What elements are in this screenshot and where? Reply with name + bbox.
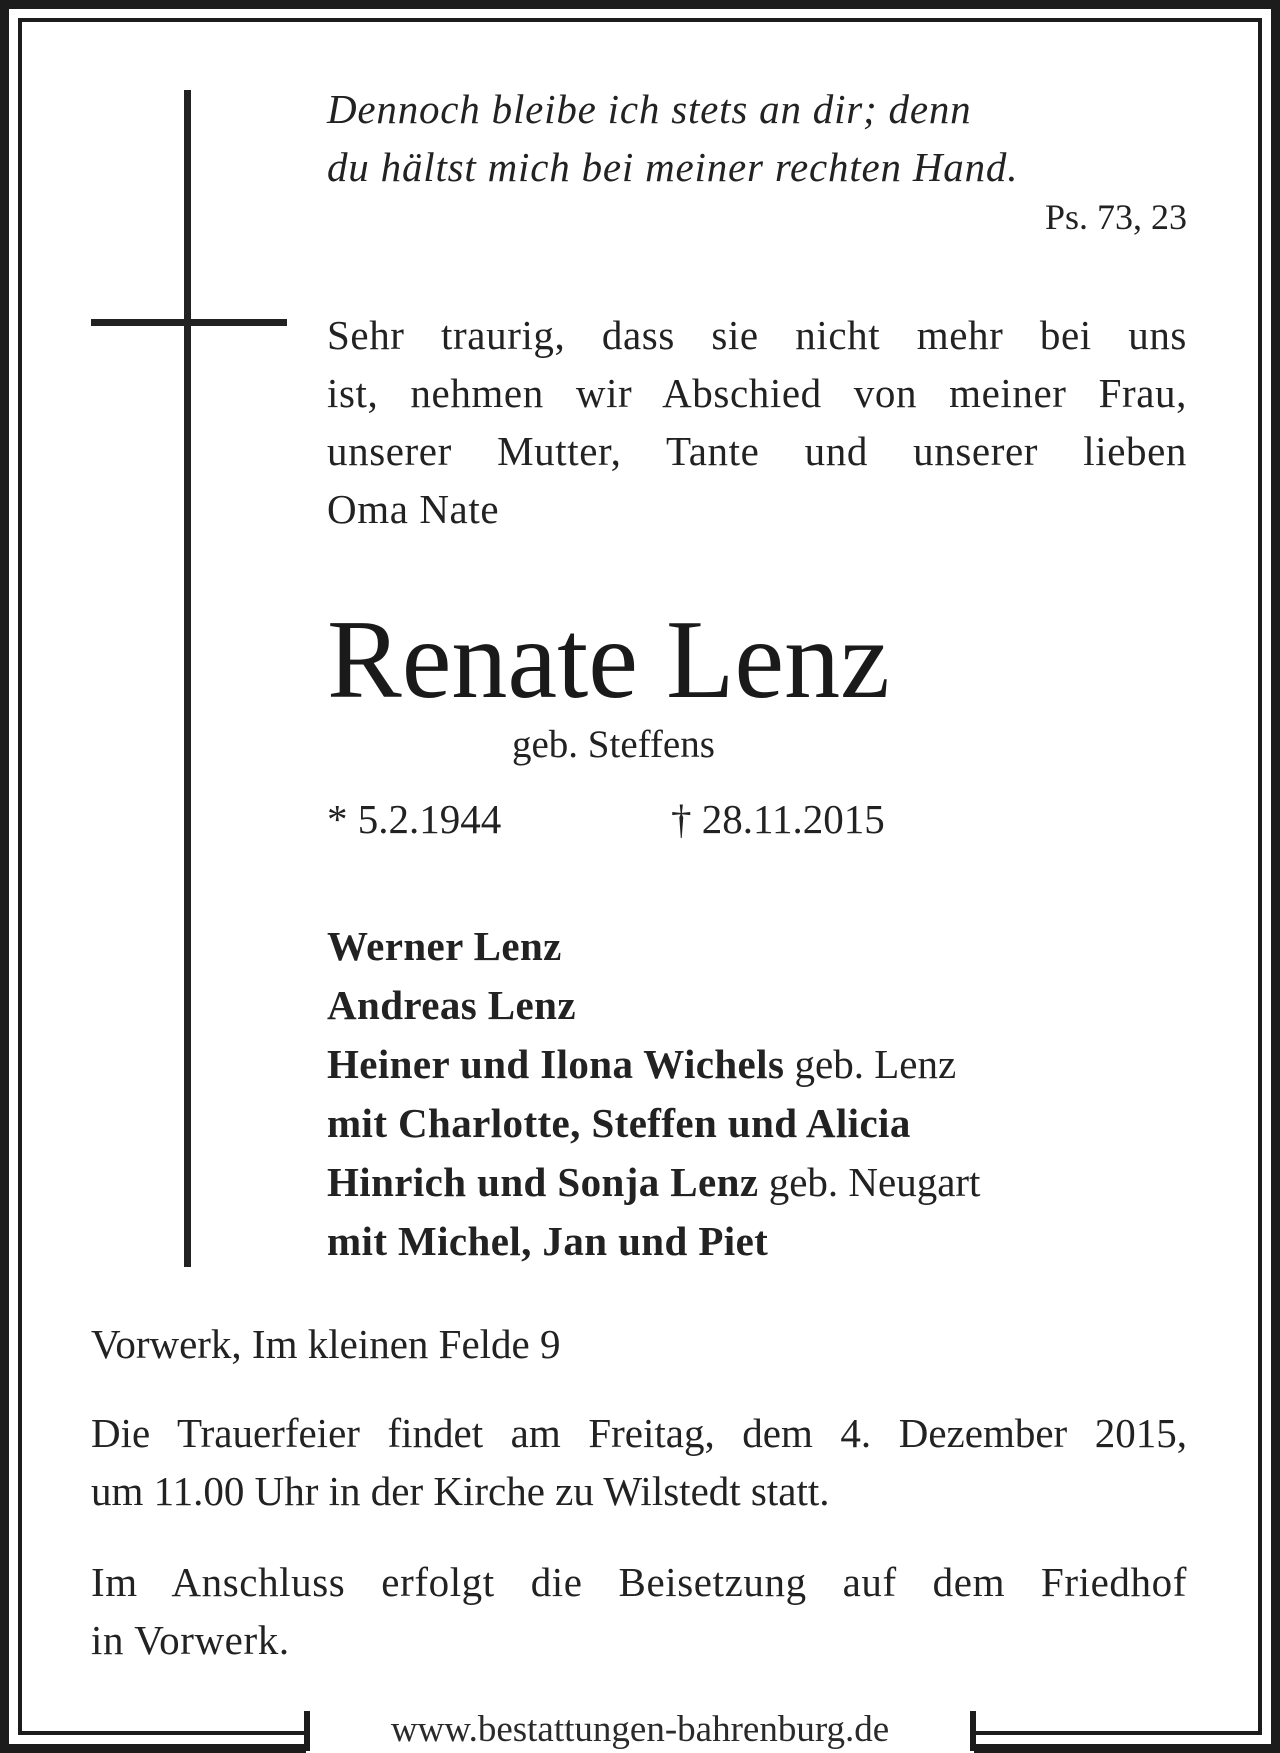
cross-icon-vertical-bar [184,90,191,1267]
mourner-name: mit Michel, Jan und Piet [327,1218,769,1264]
intro-line-4: Oma Nate [327,486,500,532]
intro-line-2: ist, nehmen wir Abschied von meiner Frau, [327,370,1187,416]
mourner-name: Heiner und Ilona Wichels [327,1041,785,1087]
mourner-item [327,976,1187,1035]
intro-text [327,306,1187,538]
mourner-name: Andreas Lenz [327,982,576,1028]
intro-line-1: Sehr traurig, dass sie nicht mehr bei uns [327,312,1187,358]
service-line-1: Die Trauerfeier findet am Freitag, dem 4. Dezember 2015, [91,1410,1187,1456]
birth-date: * 5.2.1944 [327,796,502,842]
mourners-list [327,917,1187,1271]
funeral-service-info [91,1404,1187,1520]
mourner-item [327,1153,1187,1212]
mourner-name: Hinrich und Sonja Lenz [327,1159,759,1205]
mourner-suffix: geb. Lenz [784,1041,957,1087]
service-line-2: um 11.00 Uhr in der Kirche zu Wilstedt statt. [91,1468,830,1514]
burial-info [91,1553,1187,1669]
address: Vorwerk, Im kleinen Felde 9 [91,1321,561,1367]
burial-line-1: Im Anschluss erfolgt die Beisetzung auf dem Friedhof [91,1559,1187,1605]
maiden-name: geb. Steffens [512,723,715,766]
deceased-name: Renate Lenz [327,598,890,722]
verse-line-1: Dennoch bleibe ich stets an dir; denn [327,86,972,132]
burial-line-2: in Vorwerk. [91,1617,290,1663]
intro-line-3: unserer Mutter, Tante und unserer lieben [327,428,1187,474]
cross-icon-horizontal-bar [91,319,287,326]
mourner-item [327,1212,1187,1271]
mourner-item [327,1094,1187,1153]
mourner-suffix: geb. Neugart [758,1159,981,1205]
mourner-name: Werner Lenz [327,923,562,969]
verse-reference: Ps. 73, 23 [1044,197,1187,237]
bible-verse [327,80,1187,196]
funeral-home-url: www.bestattungen-bahrenburg.de [390,1709,890,1750]
mourner-item [327,917,1187,976]
verse-line-2: du hältst mich bei meiner rechten Hand. [327,144,1019,190]
death-date: † 28.11.2015 [671,796,885,842]
mourner-name: mit Charlotte, Steffen und Alicia [327,1100,911,1146]
mourner-item [327,1035,1187,1094]
